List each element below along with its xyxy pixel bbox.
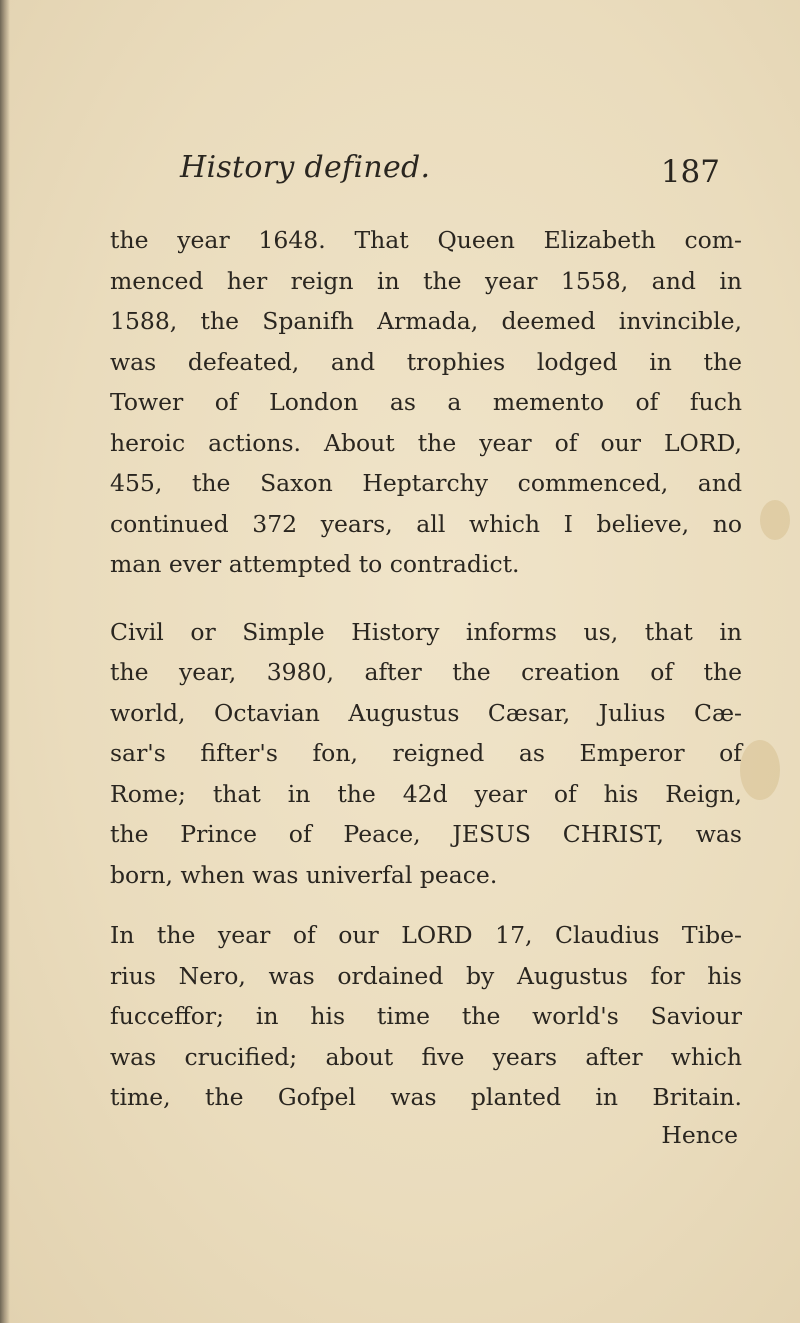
page-number: 187 [660,154,720,190]
text-line: the year, 3980, after the creation of the [110,658,742,686]
text-line: world, Octavian Augustus Cæsar, Julius Cæ- [110,698,742,727]
text-line: fucceffor; in his time the world's Saviour [110,1002,742,1030]
text-line: 1588, the Spanifh Armada, deemed invincible, [110,307,742,335]
paragraph [110,220,742,585]
text-line: the year 1648. That Queen Elizabeth com- [110,226,742,254]
spine-shadow [0,0,10,1323]
text-line: born, when was univerfal peace. [110,860,498,889]
paragraph [110,915,742,1118]
text-line: Tower of London as a memento of fuch [110,388,742,416]
text-line: 455, the Saxon Heptarchy commenced, and [110,469,742,497]
running-head [180,150,720,200]
body-text [110,220,742,1152]
text-line: heroic actions. About the year of our LORD, [110,428,742,457]
paper-stain [740,740,780,800]
text-line: rius Nero, was ordained by Augustus for his [110,961,742,990]
text-line: was defeated, and trophies lodged in the [110,347,742,376]
text-line: Rome; that in the 42d year of his Reign, [110,779,742,808]
text-line: In the year of our LORD 17, Claudius Tibe- [110,921,742,949]
paper-stain [760,500,790,540]
paragraph [110,612,742,896]
text-line: sar's fifter's fon, reigned as Emperor of [110,739,742,767]
text-line: continued 372 years, all which I believe, no [110,509,742,538]
text-line: menced her reign in the year 1558, and in [110,266,742,295]
text-line: was crucified; about five years after which [110,1042,742,1071]
text-line: Civil or Simple History informs us, that in [110,617,742,646]
text-line: the Prince of Peace, JESUS CHRIST, was [110,820,742,848]
text-line: time, the Gofpel was planted in Britain. [110,1083,742,1111]
catchword: Hence [661,1120,738,1149]
text-line: man ever attempted to contradict. [110,550,520,578]
running-title: History defined. [180,150,431,185]
